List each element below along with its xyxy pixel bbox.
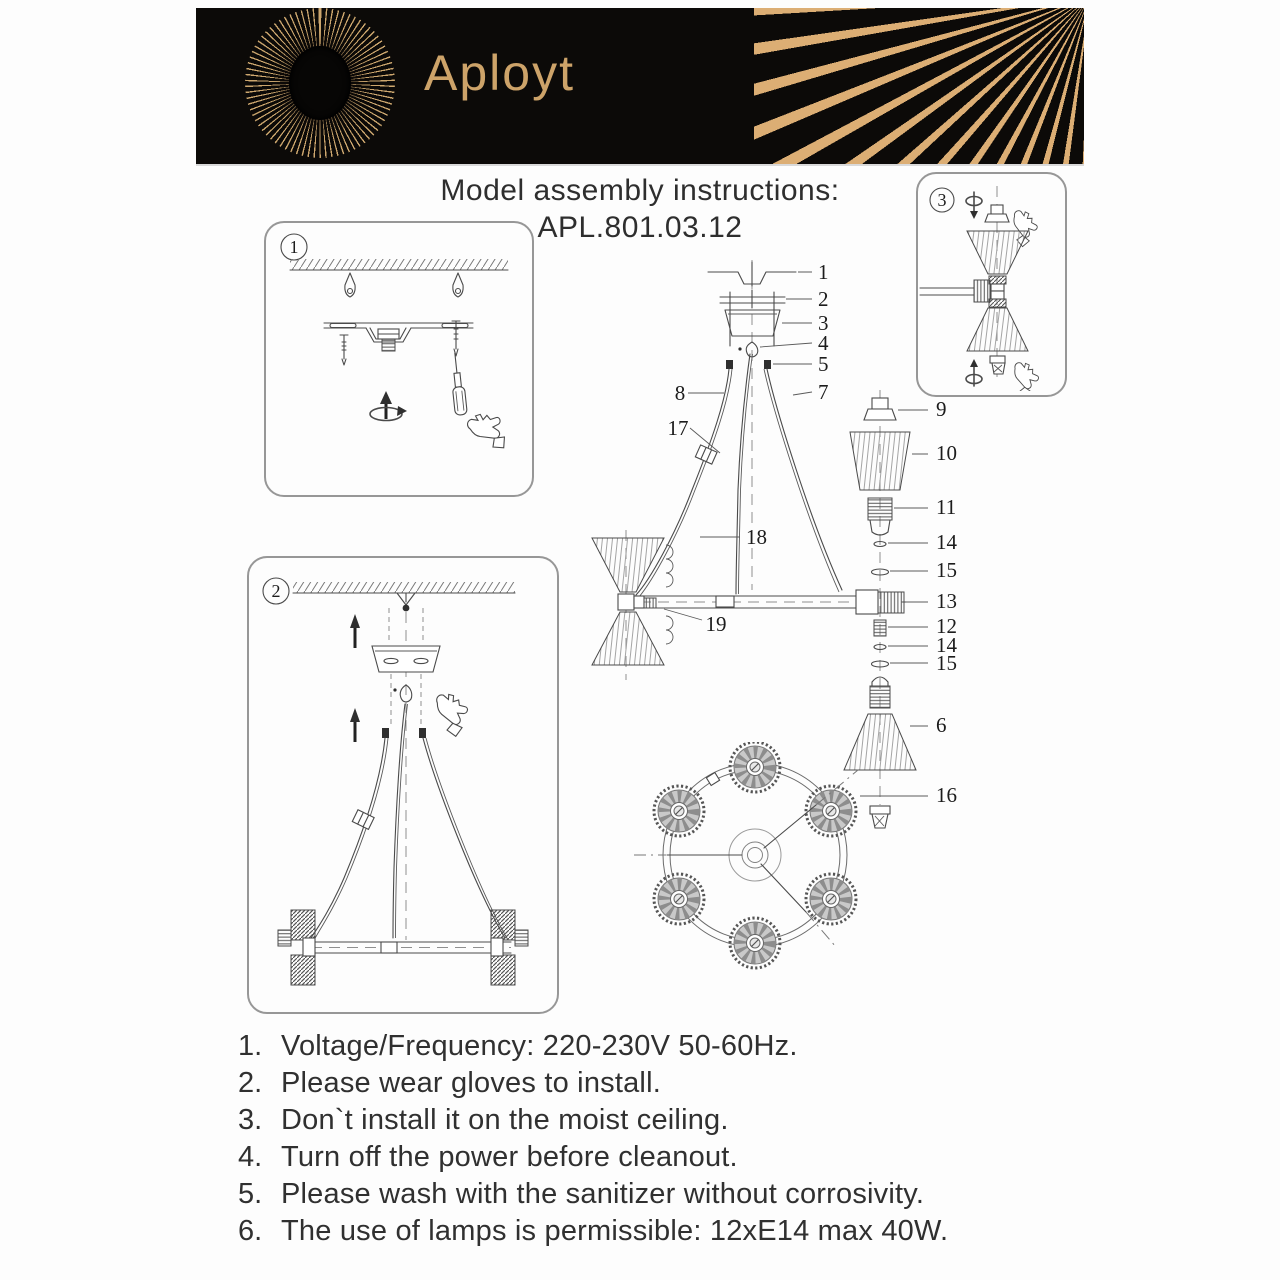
doc-title: Model assembly instructions:	[440, 174, 840, 207]
part-callout: 4	[818, 331, 829, 355]
part-callout: 11	[936, 495, 957, 519]
screw	[340, 335, 348, 365]
corner-rays-decoration	[754, 8, 1084, 165]
instruction-text: The use of lamps is permissible: 12xE14 max 40W.	[281, 1215, 949, 1247]
instruction-number: 1.	[238, 1030, 263, 1062]
screwdriver	[449, 353, 467, 416]
wall-anchor	[345, 273, 355, 297]
part-cable-stop	[726, 360, 733, 369]
suspension-loop	[393, 685, 411, 702]
part-socket	[868, 498, 892, 535]
hand-icon	[466, 409, 509, 456]
step-number: 3	[937, 190, 947, 210]
instructions-list	[238, 1028, 1068, 1250]
part-callout: 17	[667, 416, 689, 440]
step-panel-1	[264, 221, 534, 497]
instruction-text: Please wear gloves to install.	[281, 1067, 661, 1099]
cable-stop	[419, 728, 426, 738]
header-underline	[196, 164, 1084, 166]
part-callout: 13	[936, 589, 957, 613]
instruction-item	[238, 1213, 1068, 1250]
socket-cap	[985, 205, 1009, 222]
hand-icon	[429, 692, 470, 738]
part-callout: 15	[936, 651, 957, 675]
part-callout: 16	[936, 783, 957, 807]
mounting-bracket	[324, 323, 473, 351]
ceiling-hook	[397, 593, 415, 611]
part-arm-coupler	[856, 590, 904, 614]
instruction-item	[238, 1028, 1068, 1065]
step-panel-2	[247, 556, 559, 1014]
lamp-rosette	[654, 874, 704, 924]
part-top-cap	[864, 398, 896, 420]
step-number: 1	[289, 237, 299, 257]
plan-view-diagram	[618, 742, 908, 992]
up-arrow-icon	[350, 708, 360, 742]
rotate-down-icon	[966, 192, 982, 219]
part-callout: 9	[936, 397, 947, 421]
part-callout: 2	[818, 287, 829, 311]
part-callout: 12	[936, 614, 957, 638]
cable-stop	[382, 728, 389, 738]
part-callout: 3	[818, 311, 829, 335]
upper-shade	[967, 231, 1028, 274]
hand-icon	[1005, 360, 1042, 391]
canopy	[372, 646, 440, 672]
instruction-text: Voltage/Frequency: 220-230V 50-60Hz.	[281, 1030, 798, 1062]
instruction-text: Turn off the power before cleanout.	[281, 1141, 738, 1173]
ring-bar	[311, 942, 511, 953]
screw	[452, 321, 460, 356]
ceiling	[293, 582, 515, 593]
model-number: APL.801.03.12	[537, 211, 743, 244]
step-1-diagram	[266, 223, 528, 491]
part-callout: 7	[818, 380, 829, 404]
part-hook-plate	[708, 262, 796, 286]
instruction-number: 6.	[238, 1215, 263, 1247]
instruction-item	[238, 1065, 1068, 1102]
instruction-text: Please wash with the sanitizer without corrosivity.	[281, 1178, 925, 1210]
brand-header	[196, 8, 1084, 165]
rotate-arrow-icon	[370, 391, 407, 421]
end-lamp	[278, 910, 315, 985]
part-callout: 6	[936, 713, 947, 737]
instruction-number: 3.	[238, 1104, 263, 1136]
instruction-item	[238, 1176, 1068, 1213]
instruction-number: 2.	[238, 1067, 263, 1099]
ceiling	[290, 259, 508, 270]
part-loop	[738, 342, 757, 357]
part-cable-stop	[764, 360, 771, 369]
lamp-rosette	[730, 918, 780, 968]
part-callout: 18	[746, 525, 767, 549]
instruction-item	[238, 1102, 1068, 1139]
part-callout: 14	[936, 530, 957, 554]
step-number: 2	[271, 581, 281, 601]
suspension-cables	[636, 354, 842, 597]
part-nipple	[874, 620, 886, 636]
lower-shade	[967, 308, 1028, 351]
part-callout: 1	[818, 260, 829, 284]
step-2-diagram	[249, 558, 553, 1008]
wall-anchor	[453, 273, 463, 297]
up-arrow-icon	[350, 614, 360, 648]
part-callout: 5	[818, 352, 829, 376]
part-callout: 10	[936, 441, 957, 465]
part-callout: 19	[705, 612, 727, 636]
part-callout: 15	[936, 558, 957, 582]
part-callouts	[668, 260, 958, 807]
lamp-rosette	[806, 786, 856, 836]
suspension-cables	[311, 704, 508, 940]
finial-cap	[990, 356, 1005, 374]
instruction-text: Don`t install it on the moist ceiling.	[281, 1104, 729, 1136]
instruction-item	[238, 1139, 1068, 1176]
sunburst-logo-core	[289, 46, 351, 120]
brand-name: Aployt	[424, 45, 575, 101]
part-callout: 14	[936, 633, 957, 657]
part-upper-shade	[850, 432, 910, 490]
part-callout: 8	[674, 381, 686, 405]
instruction-number: 4.	[238, 1141, 263, 1173]
lamp-rosette	[730, 742, 780, 792]
instruction-number: 5.	[238, 1178, 263, 1210]
